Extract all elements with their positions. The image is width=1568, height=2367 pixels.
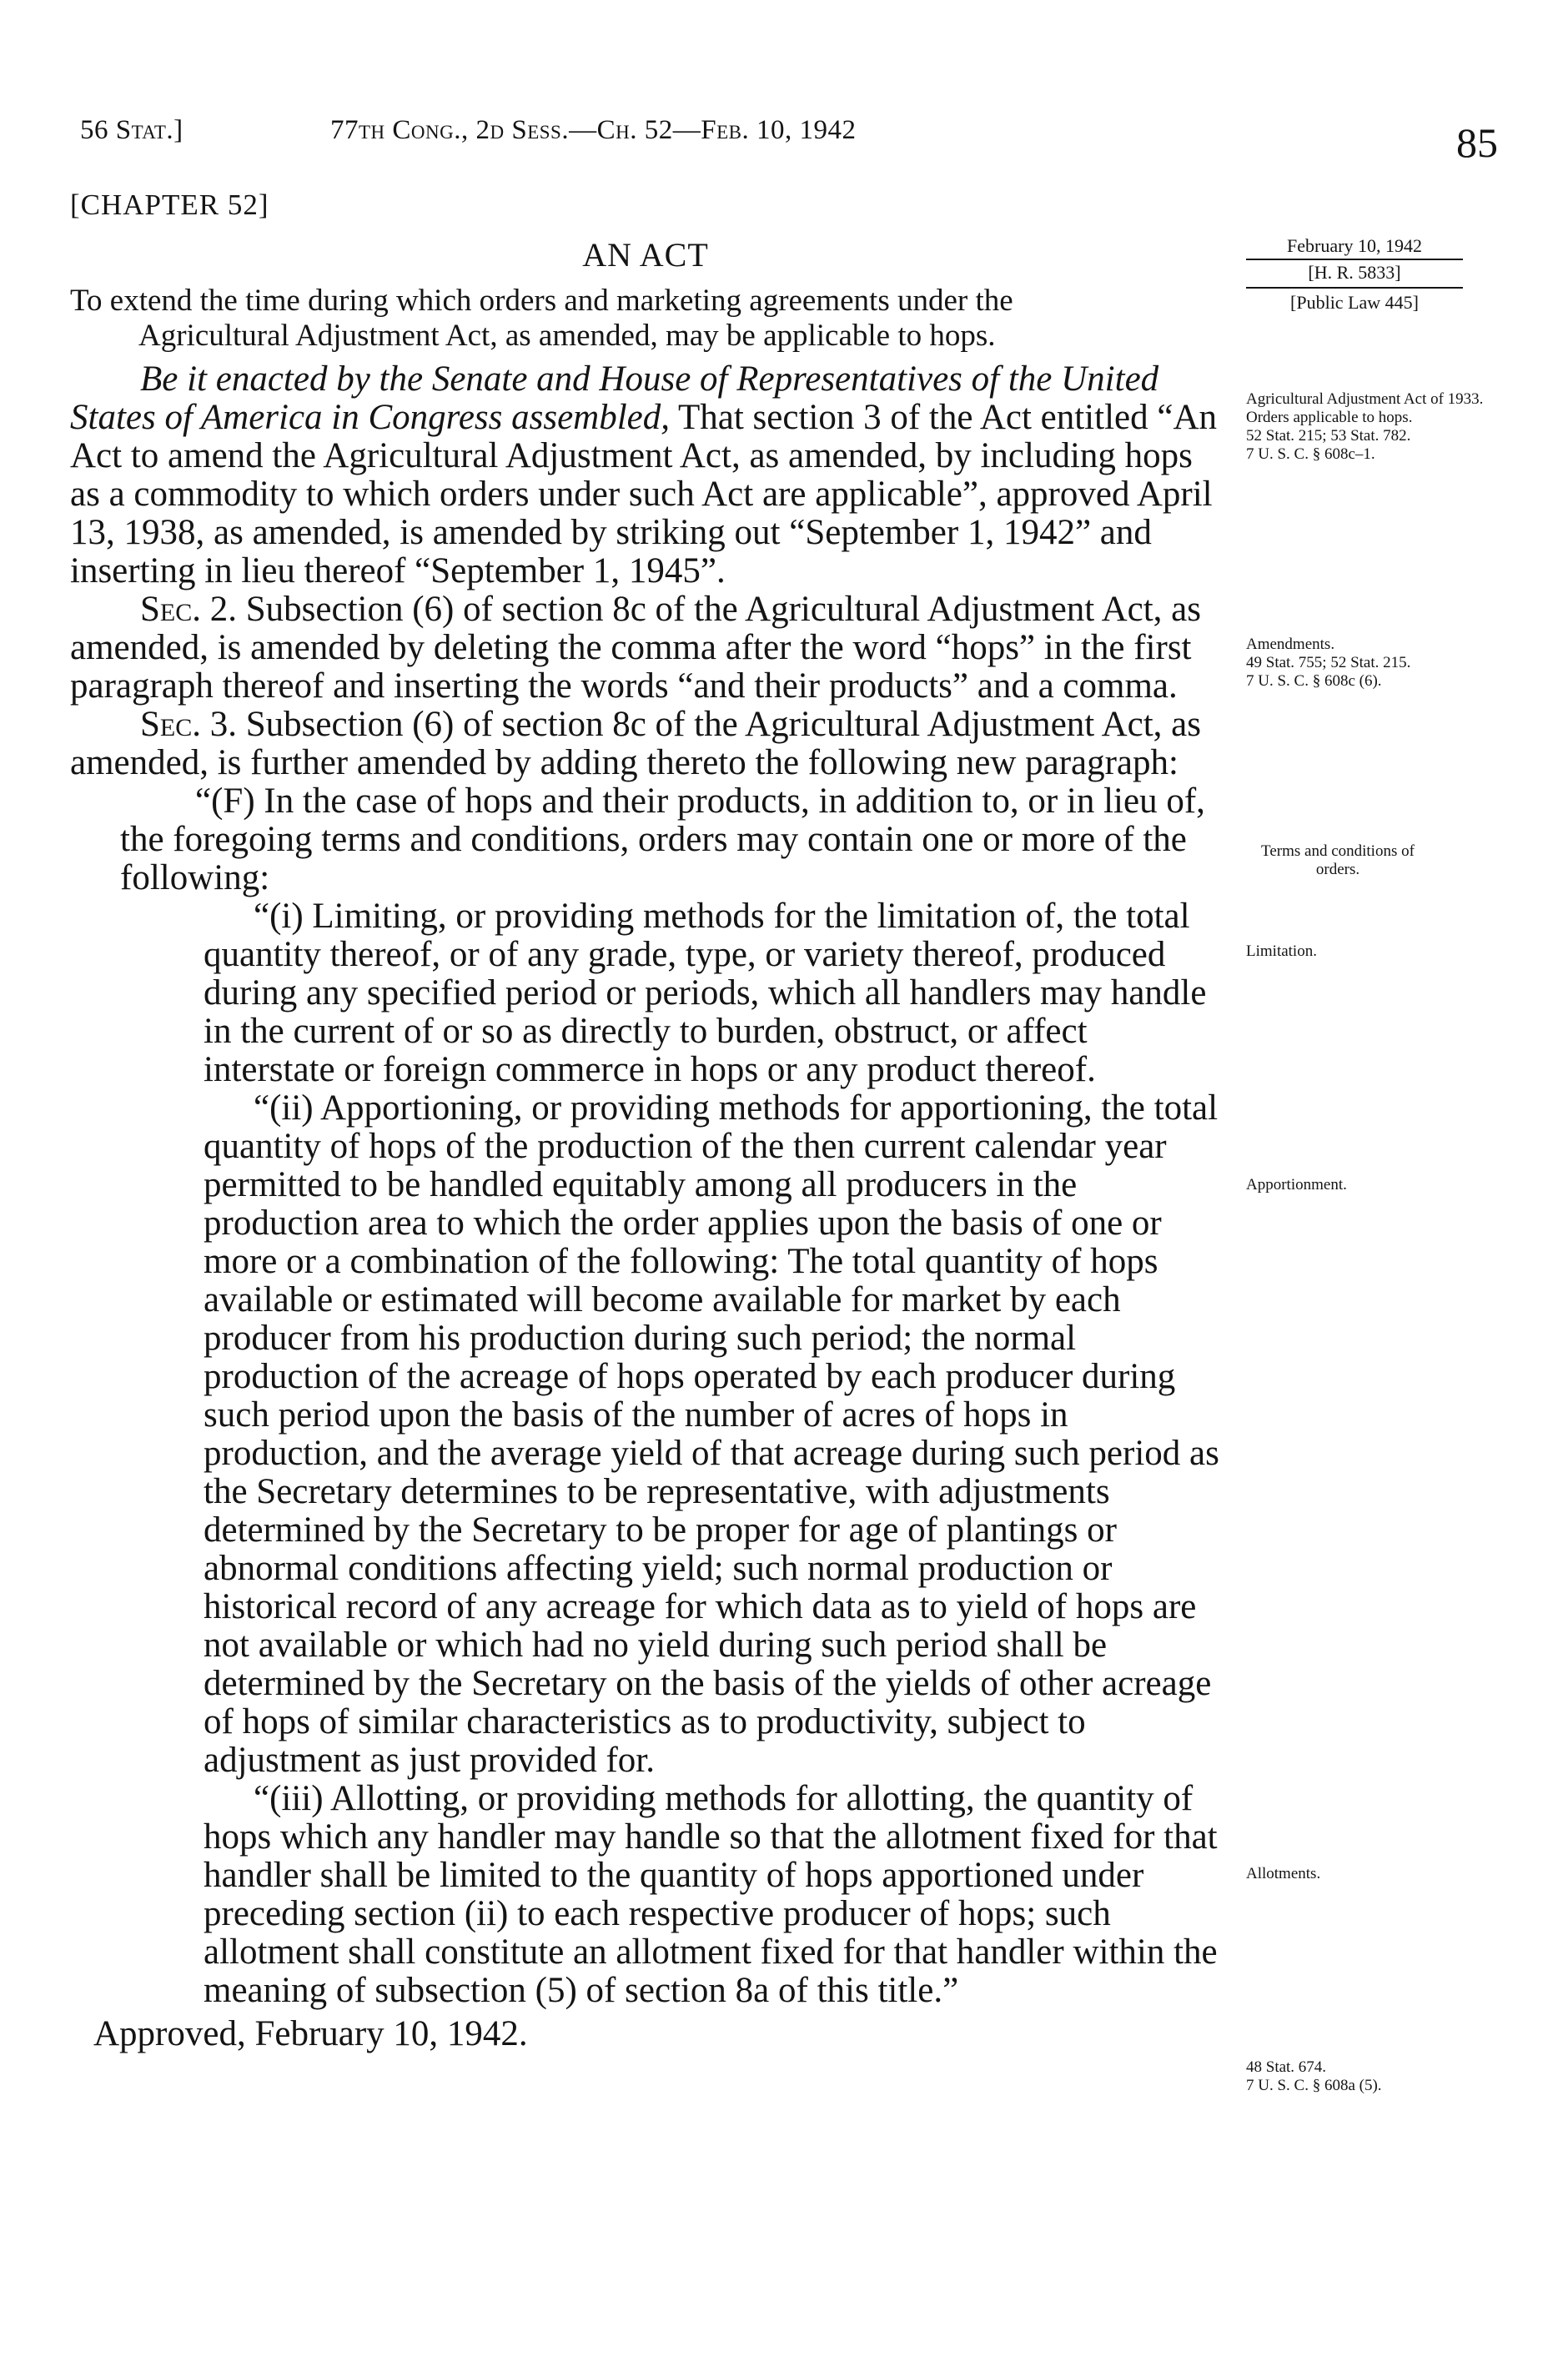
margin-citation: 7 U. S. C. § 608c–1.	[1246, 445, 1375, 463]
act-body	[70, 360, 1221, 2053]
enacting-clause: Be it enacted by the Senate and House of Representatives of the United States of America in Congress assembled,	[70, 359, 1159, 437]
act-title-line-1: To extend the time during which orders and marketing agreements under the	[70, 284, 1013, 318]
section-3-label: Sec. 3.	[140, 705, 237, 744]
margin-citation: 7 U. S. C. § 608a (5).	[1246, 2077, 1382, 2094]
margin-note-final-citation	[1246, 2058, 1496, 2095]
paragraph-f: “(F) In the case of hops and their products, in addition to, or in lieu of, the foregoing terms and conditions, orders may contain one or more of the following:	[120, 781, 1205, 897]
margin-citation: 52 Stat. 215; 53 Stat. 782.	[1246, 427, 1411, 445]
act-heading: AN ACT	[582, 236, 709, 274]
margin-note-limitation: Limitation.	[1246, 942, 1317, 960]
running-head	[80, 115, 1498, 166]
margin-note-agricultural-act	[1246, 390, 1496, 464]
section-1-text: That section 3 of the Act entitled “An Act to amend the Agricultural Adjustment Act, as amended, by including hops as a commodity to which orders under such Act are applicable”, approved April 13, 1938, as amended, is amended by striking out “September 1, 1942” and inserting in lieu thereof “September 1, 1945”.	[70, 398, 1217, 590]
divider	[1246, 287, 1463, 289]
margin-note-amendments	[1246, 636, 1496, 691]
congress-session: 77th Cong., 2d Sess.—Ch. 52—Feb. 10, 1942	[330, 115, 857, 145]
enactment-date: February 10, 1942	[1287, 235, 1422, 256]
public-law-number: [Public Law 445]	[1290, 292, 1419, 313]
act-title-line-2: Agricultural Adjustment Act, as amended, may be applicable to hops.	[138, 319, 996, 353]
section-1	[70, 360, 1221, 590]
section-2-label: Sec. 2.	[140, 590, 237, 629]
section-2	[70, 590, 1221, 706]
margin-note-text: Agricultural Adjustment Act of 1933. Orders applicable to hops.	[1246, 390, 1484, 426]
section-3-text: Subsection (6) of section 8c of the Agricultural Adjustment Act, as amended, is further amended by adding thereto the following new paragraph:	[70, 705, 1202, 782]
margin-note-text: Amendments.	[1246, 636, 1335, 653]
margin-citation: 48 Stat. 674.	[1246, 2058, 1327, 2076]
divider	[1246, 259, 1463, 260]
section-3	[70, 706, 1221, 782]
paragraph-iii: “(iii) Allotting, or providing methods for allotting, the quantity of hops which any handler may handle so that the allotment fixed for that handler shall be limited to the quantity of hops apportioned under preceding section (ii) to each respective producer of hops; such allotment shall constitute an allotment fixed for that handler within the meaning of subsection (5) of section 8a of this title.”	[204, 1779, 1218, 2010]
enactment-metadata	[1238, 235, 1471, 314]
page-number: 85	[1456, 119, 1498, 166]
paragraph-i: “(i) Limiting, or providing methods for the limitation of, the total quantity thereof, or of any grade, type, or variety thereof, produced during any specified period or periods, which all handlers may handle in the current of or so as directly to burden, obstruct, or affect interstate or foreign commerce in hops or any product thereof.	[204, 897, 1207, 1089]
house-bill-number: [H. R. 5833]	[1308, 262, 1401, 283]
approval-date: Approved, February 10, 1942.	[93, 2014, 528, 2053]
act-title	[70, 284, 1221, 354]
margin-citation: 49 Stat. 755; 52 Stat. 215.	[1246, 654, 1411, 671]
paragraph-ii: “(ii) Apportioning, or providing methods for apportioning, the total quantity of hops of the production of the then current calendar year permitted to be handled equitably among all producers in the production area to which the order applies upon the basis of one or more or a combination of the following: The total quantity of hops available or estimated will become available for market by each producer from his production during such period; the normal production of the acreage of hops operated by each producer during such period upon the basis of the number of acres of hops in production, and the average yield of that acreage during such period as the Secretary determines to be representative, with adjustments determined by the Secretary to be proper for age of plantings or abnormal conditions affecting yield; such normal production or historical record of any acreage for which data as to yield of hops are not available or which had no yield during such period shall be determined by the Secretary on the basis of the yields of other acreage of hops of similar characteristics as to productivity, subject to adjustment as just provided for.	[204, 1088, 1219, 1780]
chapter-label: [CHAPTER 52]	[70, 188, 269, 221]
section-2-text: Subsection (6) of section 8c of the Agricultural Adjustment Act, as amended, is amended by deleting the comma after the word “hops” in the first paragraph thereof and inserting the words “and their products” and a comma.	[70, 590, 1202, 706]
margin-note-terms: Terms and conditions of orders.	[1261, 842, 1415, 878]
margin-citation: 7 U. S. C. § 608c (6).	[1246, 672, 1382, 690]
margin-note-apportionment: Apportionment.	[1246, 1176, 1347, 1194]
margin-note-allotments: Allotments.	[1246, 1865, 1321, 1882]
stat-volume: 56 Stat.]	[80, 115, 183, 145]
